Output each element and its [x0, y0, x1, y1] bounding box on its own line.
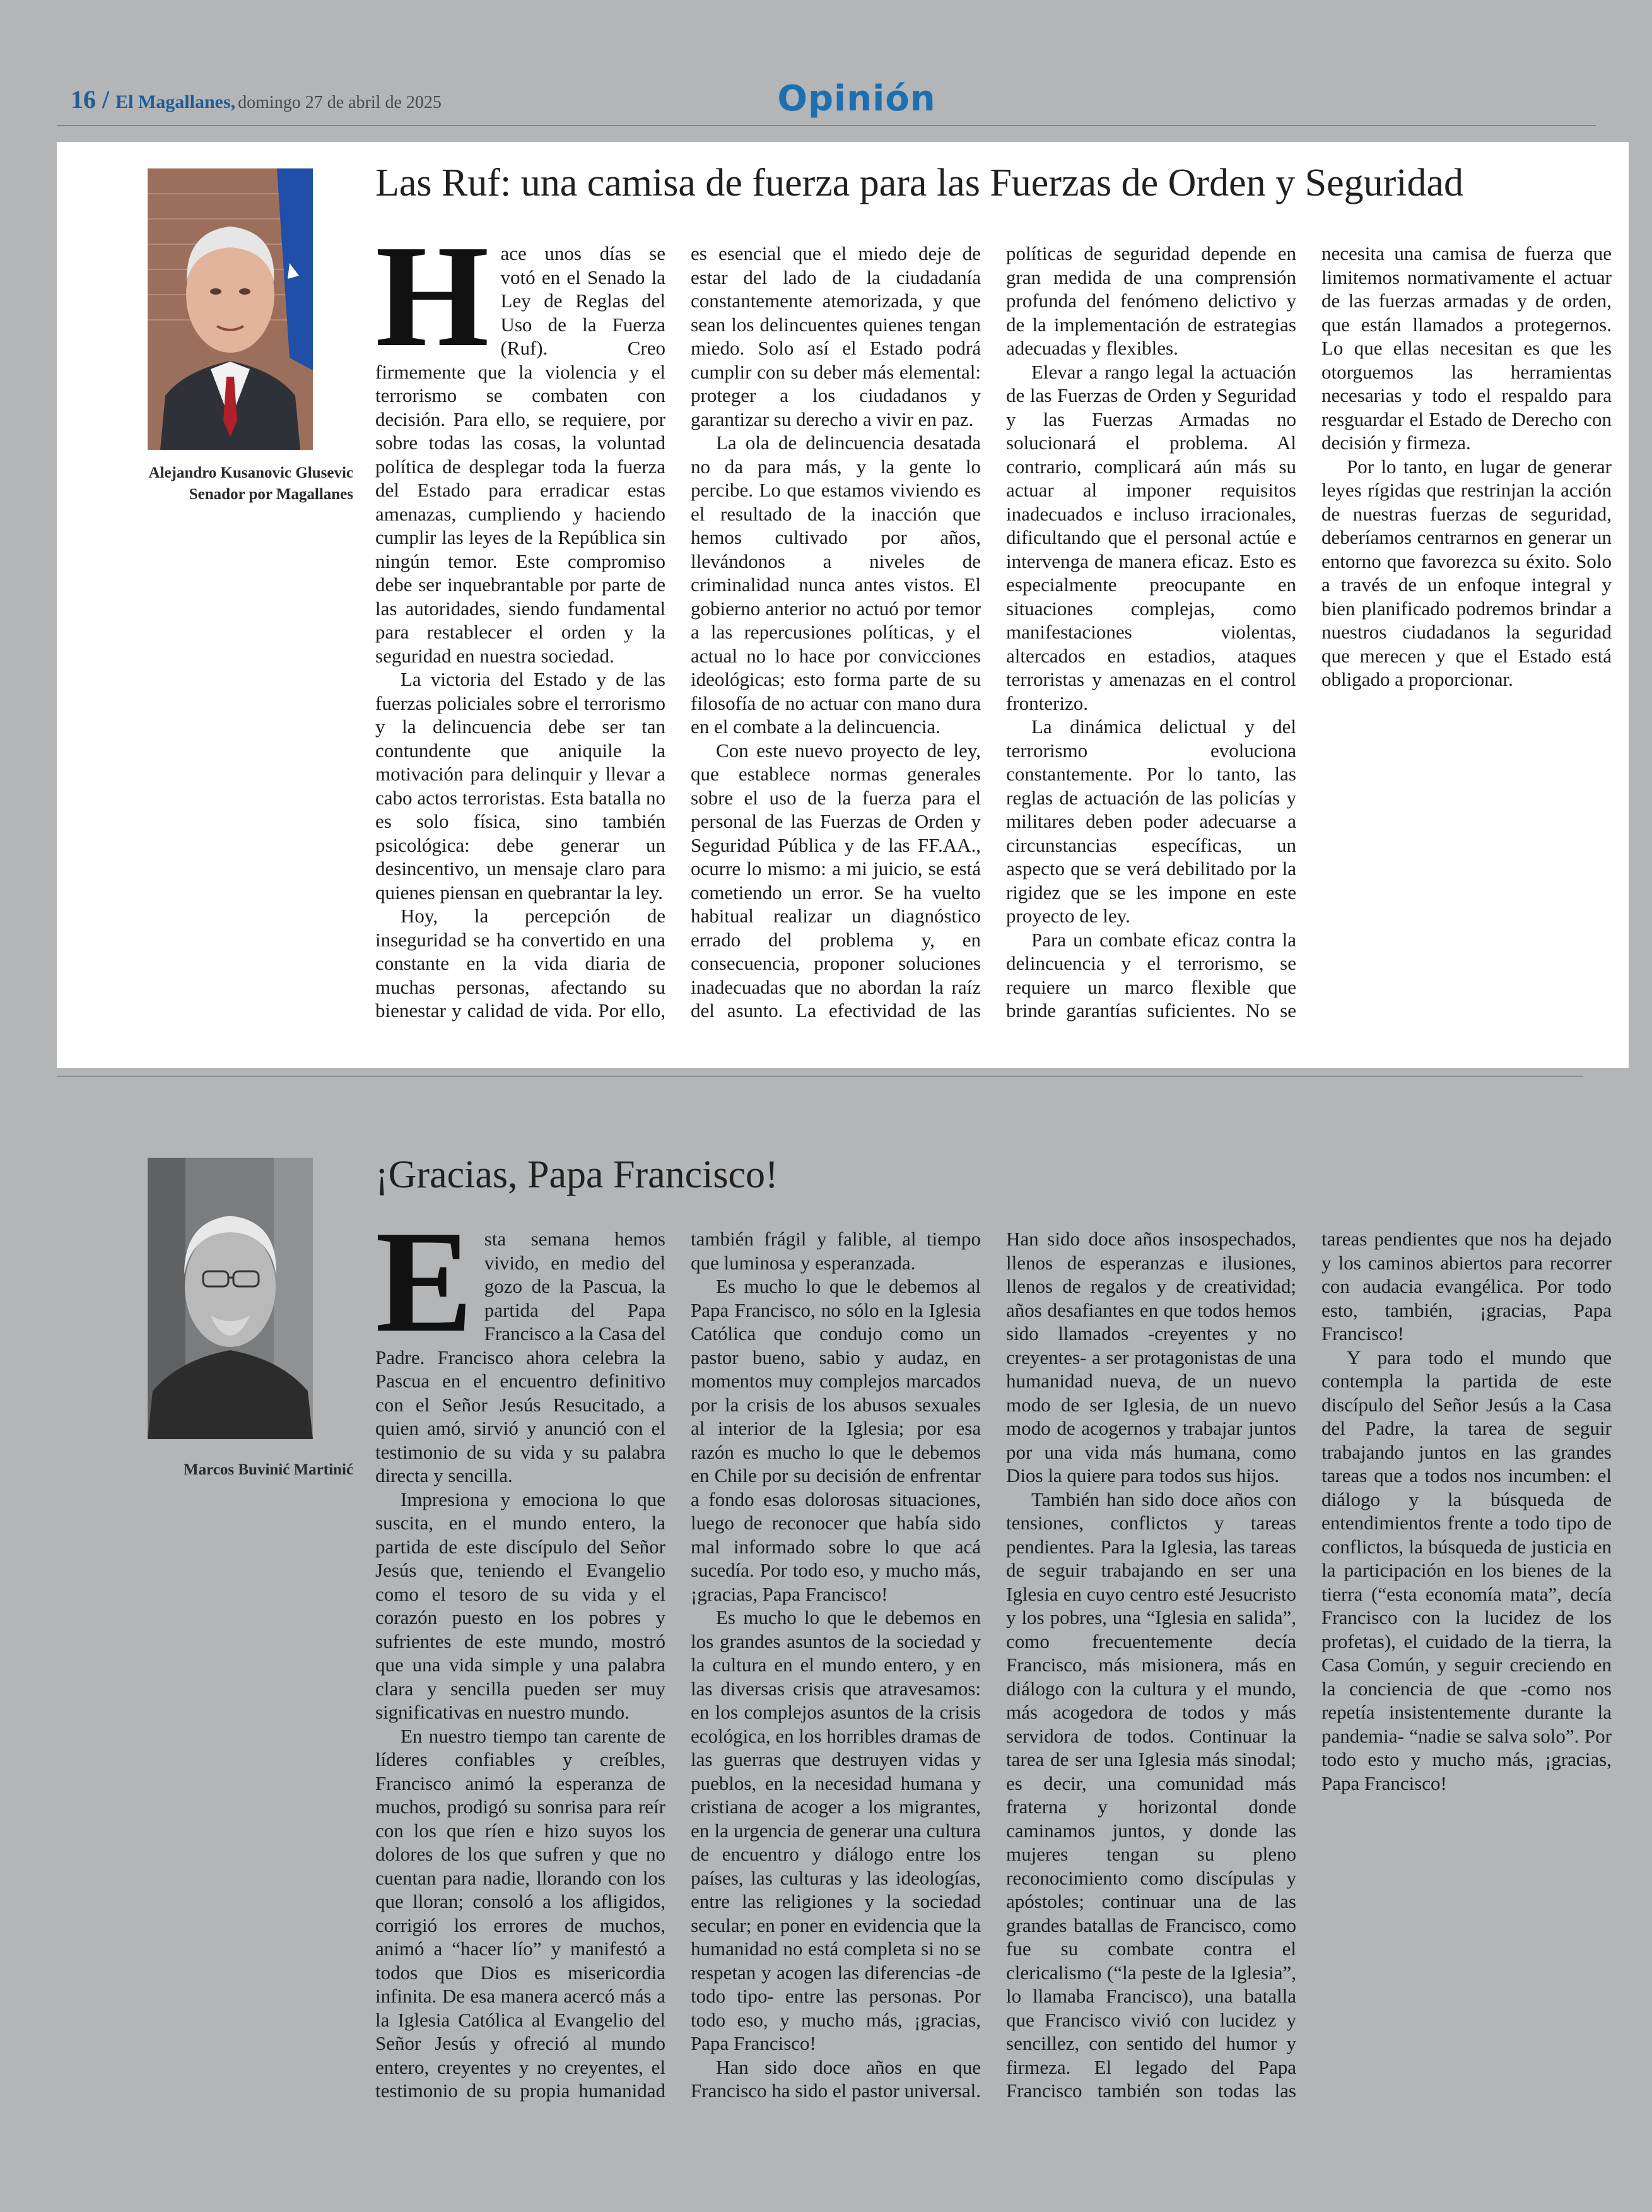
section-title: Opinión	[777, 78, 936, 119]
masthead-separator: /	[102, 85, 110, 114]
article-paragraph: Han sido doce años en que Francisco ha sido el pastor universal. Han sido doce años insospechados, llenos de esperanzas e ilusiones, llenos de regalos y de creatividad; años desafiantes en que todos hemos sido llamados -creyentes y no creyentes- a ser protagonistas de una humanidad nueva, de un nuevo modo de ser Iglesia, de un nuevo modo de acogernos y trabajar juntos por una vida más humana, como Dios la quiere para todos sus hijos.	[691, 1228, 1296, 2102]
author-portrait-image	[148, 168, 313, 450]
article-paragraph: Y para todo el mundo que contempla la partida de este discípulo del Señor Jesús a la Casa del Padre, la tarea de seguir trabajando juntos en las grandes tareas que a todos nos incumben: el diálogo y la búsqueda de entendimientos frente a todo tipo de conflictos, la búsqueda de justicia en la participación en los bienes de la tierra (“esta economía mata”, decía Francisco con la lucidez de los profetas), el cuidado de la tierra, la Casa Común, y seguir creciendo en la conciencia de que -como nos repetía insistentemente durante la pandemia- “nadie se salva solo”. Por todo esto y mucho más, ¡gracias, Papa Francisco!	[1321, 1346, 1612, 1794]
article-paragraph: La dinámica delictual y del terrorismo evoluciona constantemente. Por lo tanto, las reglas de actuación de las policías y militares deben poder adecuarse a circunstancias específicas, un aspecto que se verá debilitado por la rigidez que se les impone en este proyecto de ley.	[1006, 715, 1296, 927]
author-byline	[57, 462, 353, 505]
article-headline: ¡Gracias, Papa Francisco!	[375, 1153, 778, 1196]
author-photo	[148, 168, 313, 450]
article-paragraph: Para un combate eficaz contra la delincuencia y el terrorismo, se requiere un marco flexible que brinde garantías suficientes. No se necesita una camisa de fuerza que limitemos normativamente el actuar de las fuerzas armadas y de orden, que están llamados a protegernos. Lo que ellas necesitan es que les otorguemos las herramientas necesarias y todo el respaldo para resguardar el Estado de Derecho con decisión y firmeza.	[1006, 242, 1612, 1021]
masthead-left	[71, 85, 442, 114]
section-divider	[57, 1076, 1583, 1077]
article-body	[375, 1201, 1612, 2118]
article-headline: Las Ruf: una camisa de fuerza para las Fuerzas de Orden y Seguridad	[375, 162, 1463, 204]
article-paragraph: La victoria del Estado y de las fuerzas policiales sobre el terrorismo y la delincuencia debe ser tan contundente que aniquile la motivación para delinquir y llevar a cabo actos terroristas. Esta batalla no es solo física, sino también psicológica: debe generar un desincentivo, un mensaje claro para quienes piensan en quebrantar la ley.	[375, 668, 665, 903]
paragraph-text: ace unos días se votó en el Senado la Ley de Reglas del Uso de la Fuerza (Ruf). Creo firmemente que la violencia y el terrorismo se combaten con decisión. Para ello, se requiere, por sobre todas las cosas, la voluntad política de desplegar toda la fuerza del Estado para erradicar estas amenazas, cumpliendo y haciendo cumplir las leyes de la República sin ningún temor. Este compromiso debe ser inquebrantable por parte de las autoridades, siendo fundamental para restablecer el orden y la seguridad en nuestra sociedad.	[375, 242, 665, 667]
drop-cap: E	[375, 1201, 473, 1363]
article-ruf	[57, 142, 1629, 1068]
newspaper-name: El Magallanes,	[115, 91, 236, 112]
article-paragraph: Impresiona y emociona lo que suscita, en el mundo entero, la partida de este discípulo del Señor Jesús que, teniendo el Evangelio como el tesoro de su vida y el corazón puesto en los pobres y sufrientes de este mundo, mostró que una vida simple y una palabra clara y sencilla pueden ser muy significativas en nuestro mundo.	[375, 1488, 665, 1723]
author-name: Marcos Buvinić Martinić	[184, 1461, 353, 1478]
drop-cap: H	[375, 215, 489, 377]
author-name: Alejandro Kusanovic Glusevic	[148, 464, 353, 481]
article-paragraph: En nuestro tiempo tan carente de líderes confiables y creíbles, Francisco animó la esperanza de muchos, prodigó su sonrisa para reír con los que ríen e hizo suyos los dolores de los que sufren y que no cuentan para nadie, llorando con los que lloran; consoló a los afligidos, corrigió los errores de muchos, animó a “hacer lío” y manifestó a todos que Dios es misericordia infinita. De esa manera acercó más a la Iglesia Católica al Evangelio del Señor Jesús y ofreció al mundo entero, creyentes y no creyentes, el testimonio de su propia humanidad también frágil y falible, al tiempo que luminosa y esperanzada.	[375, 1228, 981, 2102]
page-number: 16	[71, 85, 96, 114]
page-masthead	[57, 74, 1596, 126]
article-papa-francisco	[57, 1095, 1629, 2167]
article-paragraph: Por lo tanto, en lugar de generar leyes rígidas que restrinjan la acción de nuestras fuerzas de seguridad, deberíamos centrarnos en generar un entorno que favorezca su éxito. Solo a través de un enfoque integral y bien planificado podremos brindar a nuestros ciudadanos la seguridad que merecen y que el Estado está obligado a proporcionar.	[1321, 455, 1612, 690]
article-paragraph	[375, 215, 665, 668]
article-paragraph: Es mucho lo que le debemos en los grandes asuntos de la sociedad y la cultura en el mundo entero, y en las diversas crisis que atravesamos: en los complejos asuntos de la crisis ecológica, en los horribles dramas de las guerras que destruyen vidas y pueblos, en la necesidad humana y cristiana de acoger a los migrantes, en la urgencia de generar una cultura de encuentro y diálogo entre los países, las culturas y las ideologías, entre las religiones y la sociedad secular; en poner en evidencia que la humanidad no está completa si no se respetan y acogen las diferencias -de todo tipo- entre las personas. Por todo eso, y mucho más, ¡gracias, Papa Francisco!	[691, 1606, 981, 2054]
article-paragraph: También han sido doce años con tensiones, conflictos y tareas pendientes. Para la Iglesia, las tareas de seguir trabajando en ser una Iglesia en cuyo centro esté Jesucristo y los pobres, una “Iglesia en salida”, como frecuentemente decía Francisco, más misionera, más en diálogo con la cultura y el mundo, más acogedora de todos y más servidora de todos. Continuar la tarea de ser una Iglesia más sinodal; es decir, una comunidad más fraterna y horizontal donde caminamos juntos, y donde las mujeres tengan su pleno reconocimiento como discípulas y apóstoles; continuar una de las grandes batallas de Francisco, como fue su combate contra el clericalismo (“la peste de la Iglesia”, lo llamaba Francisco), una batalla que Francisco vivió con lucidez y sencillez, con sentido del humor y firmeza. El legado del Papa Francisco también son todas las tareas pendientes que nos ha dejado y los caminos abiertos para recorrer con audacia evangélica. Por todo esto, también, ¡gracias, Papa Francisco!	[1006, 1228, 1612, 2102]
author-byline	[57, 1459, 353, 1481]
paragraph-text: sta semana hemos vivido, en medio del gozo de la Pascua, la partida del Papa Francisco a la Casa del Padre. Francisco ahora celebra la Pascua en el encuentro definitivo con el Señor Jesús Resucitado, a quien amó, sirvió y anunció con el testimonio de su vida y su palabra directa y sencilla.	[375, 1228, 665, 1486]
article-paragraph: Es mucho lo que le debemos al Papa Francisco, no sólo en la Iglesia Católica que condujo como un pastor bueno, sabio y audaz, en momentos muy complejos marcados por la crisis de los abusos sexuales al interior de la Iglesia; por esa razón es mucho lo que le debemos en Chile por su decisión de enfrentar a fondo esas dolorosas situaciones, luego de reconocer que había sido mal informado sobre lo que acá sucedía. Por todo eso, y mucho más, ¡gracias, Papa Francisco!	[691, 1275, 981, 1605]
article-paragraph: Elevar a rango legal la actuación de las Fuerzas de Orden y Seguridad y las Fuerzas Armadas no solucionará el problema. Al contrario, complicará aún más su actuar al imponer requisitos inadecuados e incluso irracionales, dificultando que el personal actúe e intervenga de manera eficaz. Esto es especialmente preocupante en situaciones complejas, como manifestaciones violentas, altercados en estadios, ataques terroristas y amenazas en el control fronterizo.	[1006, 360, 1296, 714]
publication-date: domingo 27 de abril de 2025	[238, 93, 442, 112]
author-role: Senador por Magallanes	[189, 486, 353, 503]
author-portrait-image	[148, 1158, 313, 1439]
article-paragraph: Hoy, la percepción de inseguridad se ha convertido en una constante en la vida diaria de muchas personas, afectando su bienestar y calidad de vida. Por ello, es esencial que el miedo deje de estar del lado de la ciudadanía constantemente atemorizada, y que sean los delincuentes quienes tengan miedo. Solo así el Estado podrá cumplir con su deber más elemental: proteger a los ciudadanos y garantizar su derecho a vivir en paz.	[375, 242, 981, 1021]
article-paragraph	[375, 1201, 665, 1488]
author-photo	[148, 1158, 313, 1439]
article-body	[375, 215, 1612, 1042]
article-paragraph: La ola de delincuencia desatada no da para más, y la gente lo percibe. Lo que estamos viviendo es el resultado de la inacción que hemos cultivado por años, llevándonos a niveles de criminalidad nunca antes vistos. El gobierno anterior no actuó por temor a las repercusiones políticas, y el actual no lo hace por convicciones ideológicas; esto forma parte de su filosofía de no actuar con mano dura en el combate a la delincuencia.	[691, 432, 981, 738]
article-paragraph: Con este nuevo proyecto de ley, que establece normas generales sobre el uso de la fuerza para el personal de las Fuerzas de Orden y Seguridad Pública y de las FF.AA., ocurre lo mismo: a mi juicio, se está cometiendo un error. Se ha vuelto habitual realizar un diagnóstico errado del problema y, en consecuencia, proponer soluciones inadecuadas que no abordan la raíz del asunto. La efectividad de las políticas de seguridad depende en gran medida de una comprensión profunda del fenómeno delictivo y de la implementación de estrategias adecuadas y flexibles.	[691, 242, 1296, 1021]
